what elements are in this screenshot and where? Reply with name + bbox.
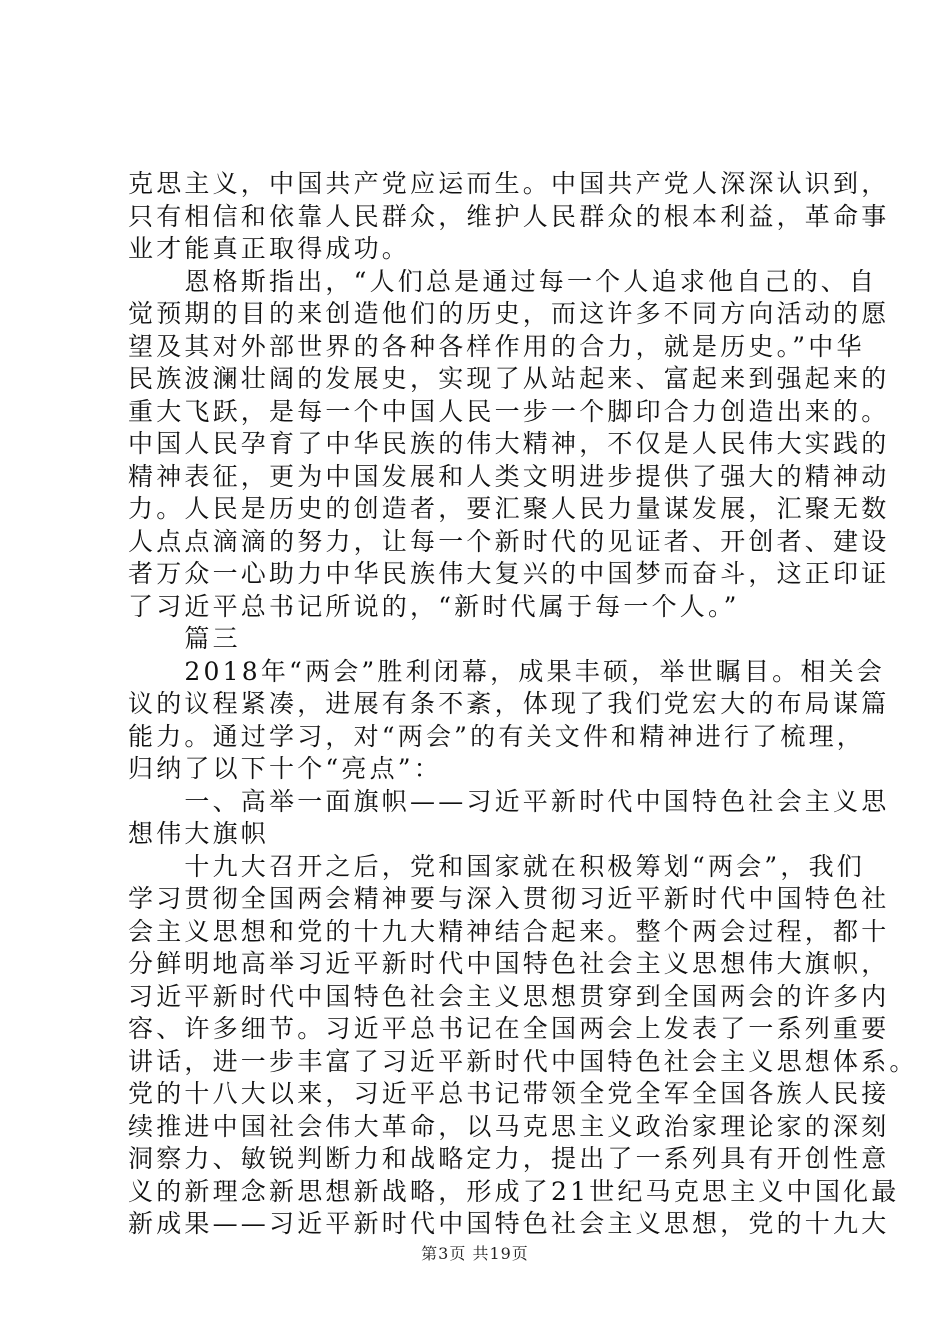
text-line: 克思主义，中国共产党应运而生。中国共产党人深深认识到， <box>128 169 890 198</box>
text-line: 了习近平总书记所说的，“新时代属于每一个人。” <box>128 591 740 621</box>
body-text <box>128 168 918 1241</box>
text-line: 者万众一心助力中华民族伟大复兴的中国梦而奋斗，这正印证 <box>128 559 890 588</box>
text-line: 议的议程紧凑，进展有条不紊，体现了我们党宏大的布局谋篇 <box>128 689 890 718</box>
text-line: 讲话，进一步丰富了习近平新时代中国特色社会主义思想体系。 <box>128 1046 918 1076</box>
text-line: 力。人民是历史的创造者，要汇聚人民力量谋发展，汇聚无数 <box>128 494 890 523</box>
page-footer <box>0 1241 950 1264</box>
text-line: 精神表征，更为中国发展和人类文明进步提供了强大的精神动 <box>128 461 890 491</box>
text-line: 业才能真正取得成功。 <box>128 234 411 263</box>
text-line: 只有相信和依靠人民群众，维护人民群众的根本利益，革命事 <box>128 201 890 231</box>
subheading-line: 一、高举一面旗帜——习近平新时代中国特色社会主义思 <box>128 786 890 816</box>
text-line: 容、许多细节。习近平总书记在全国两会上发表了一系列重要 <box>128 1014 890 1043</box>
text-line: 义的新理念新思想新战略，形成了21世纪马克思主义中国化最 <box>128 1176 900 1206</box>
page-number: 第3页 共19页 <box>421 1244 529 1263</box>
text-line: 学习贯彻全国两会精神要与深入贯彻习近平新时代中国特色社 <box>128 884 890 913</box>
text-line: 分鲜明地高举习近平新时代中国特色社会主义思想伟大旗帜， <box>128 949 890 978</box>
text-line: 习近平新时代中国特色社会主义思想贯穿到全国两会的许多内 <box>128 981 890 1011</box>
text-line: 民族波澜壮阔的发展史，实现了从站起来、富起来到强起来的 <box>128 364 890 393</box>
text-line: 洞察力、敏锐判断力和战略定力，提出了一系列具有开创性意 <box>128 1144 890 1173</box>
text-line: 中国人民孕育了中华民族的伟大精神，不仅是人民伟大实践的 <box>128 429 890 458</box>
text-line: 重大飞跃，是每一个中国人民一步一个脚印合力创造出来的。 <box>128 396 890 426</box>
text-line: 党的十八大以来，习近平总书记带领全党全军全国各族人民接 <box>128 1079 890 1108</box>
text-line: 觉预期的目的来创造他们的历史，而这许多不同方向活动的愿 <box>128 299 890 328</box>
text-line: 续推进中国社会伟大革命，以马克思主义政治家理论家的深刻 <box>128 1111 890 1141</box>
text-line: 新成果——习近平新时代中国特色社会主义思想，党的十九大 <box>128 1209 890 1238</box>
subheading-line: 想伟大旗帜 <box>128 819 270 848</box>
text-line: 望及其对外部世界的各种各样作用的合力，就是历史。”中华 <box>128 331 865 361</box>
text-line: 归纳了以下十个“亮点”： <box>128 754 442 783</box>
text-line: 十九大召开之后，党和国家就在积极筹划“两会”，我们 <box>128 851 865 881</box>
text-line: 会主义思想和党的十九大精神结合起来。整个两会过程，都十 <box>128 916 890 946</box>
section-heading: 篇三 <box>128 624 241 653</box>
text-line: 2018年“两会”胜利闭幕，成果丰硕，举世瞩目。相关会 <box>128 656 885 686</box>
text-line: 人点点滴滴的努力，让每一个新时代的见证者、开创者、建设 <box>128 526 890 556</box>
text-line: 恩格斯指出，“人们总是通过每一个人追求他自己的、自 <box>128 266 878 296</box>
text-line: 能力。通过学习，对“两会”的有关文件和精神进行了梳理， <box>128 721 865 751</box>
